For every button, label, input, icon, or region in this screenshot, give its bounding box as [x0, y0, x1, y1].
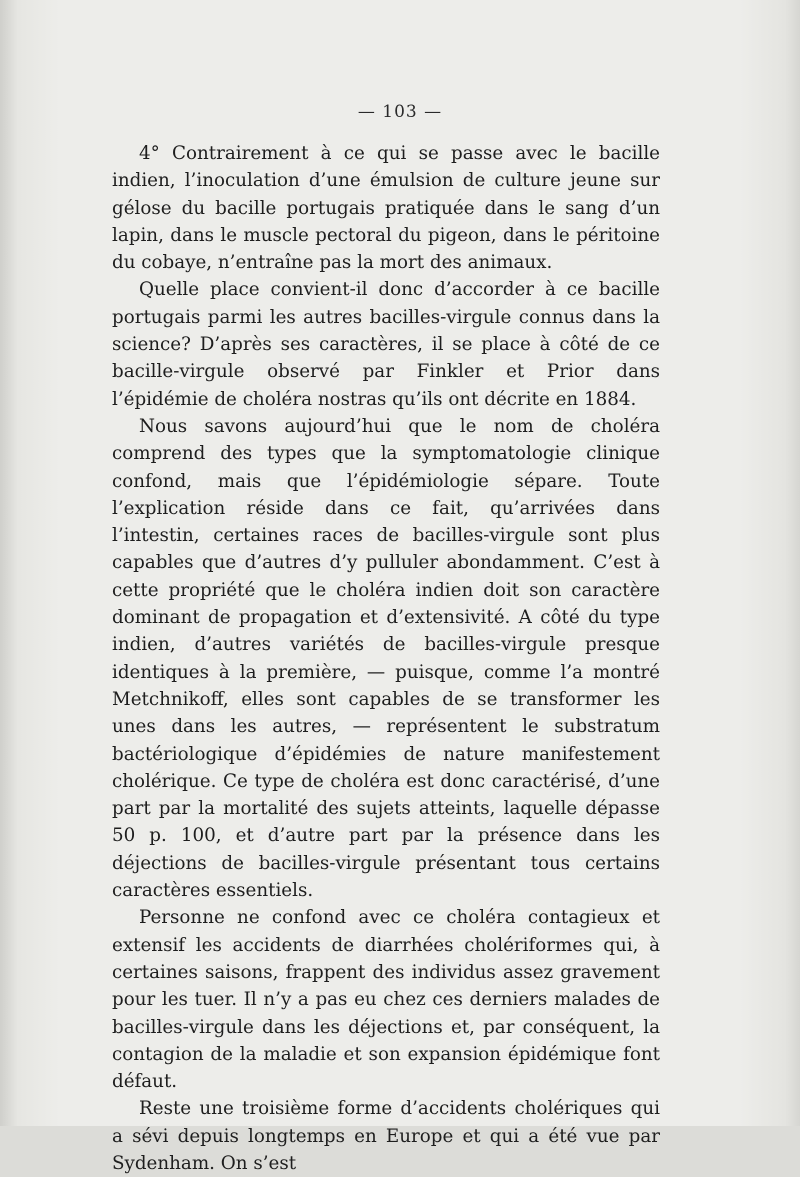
page-number: — 103 —	[357, 102, 443, 122]
paragraph-5: Reste une troisième forme d’accidents cholériques qui a sévi depuis longtemps en Europe et qui a été vue par Sydenham. On s’est	[112, 1098, 660, 1174]
paragraph-2: Quelle place convient-il donc d’accorder à ce bacille portugais parmi les autres bacilles-virgule connus dans la science? D’après ses caractères, il se place à côté de ce bacille-virgule observé par Finkler et Prior dans l’épidémie de choléra nostras qu’ils ont décrite en 1884.	[112, 279, 660, 410]
paragraph-4: Personne ne confond avec ce choléra contagieux et extensif les accidents de diarrhées cholériformes qui, à certaines saisons, frappent des individus assez gravement pour les tuer. Il n’y a pas eu chez ces derniers malades de bacilles-virgule dans les déjections et, par conséquent, la contagion de la maladie et son expansion épidémique font défaut.	[112, 907, 660, 1093]
body-text	[112, 140, 660, 1177]
paragraph-3: Nous savons aujourd’hui que le nom de choléra comprend des types que la symptomatologie clinique confond, mais que l’épidémiologie sépare. Toute l’explication réside dans ce fait, qu’arrivées dans l’intestin, certaines races de bacilles-virgule sont plus capables que d’autres d’y pulluler abondamment. C’est à cette propriété que le choléra indien doit son caractère dominant de propagation et d’extensivité. A côté du type indien, d’autres variétés de bacilles-virgule presque identiques à la première, — puisque, comme l’a montré Metchnikoff, elles sont capables de se transformer les unes dans les autres, — représentent le substratum bactériologique d’épidémies de nature manifestement cholérique. Ce type de choléra est donc caractérisé, d’une part par la mortalité des sujets atteints, laquelle dépasse 50 p. 100, et d’autre part par la présence dans les déjections de bacilles-virgule présentant tous certains caractères essentiels.	[112, 415, 660, 902]
paragraph-1: 4° Contrairement à ce qui se passe avec le bacille indien, l’inoculation d’une émulsion de culture jeune sur gélose du bacille portugais pratiquée dans le sang d’un lapin, dans le muscle pectoral du pigeon, dans le péritoine du cobaye, n’entraîne pas la mort des animaux.	[112, 143, 660, 274]
